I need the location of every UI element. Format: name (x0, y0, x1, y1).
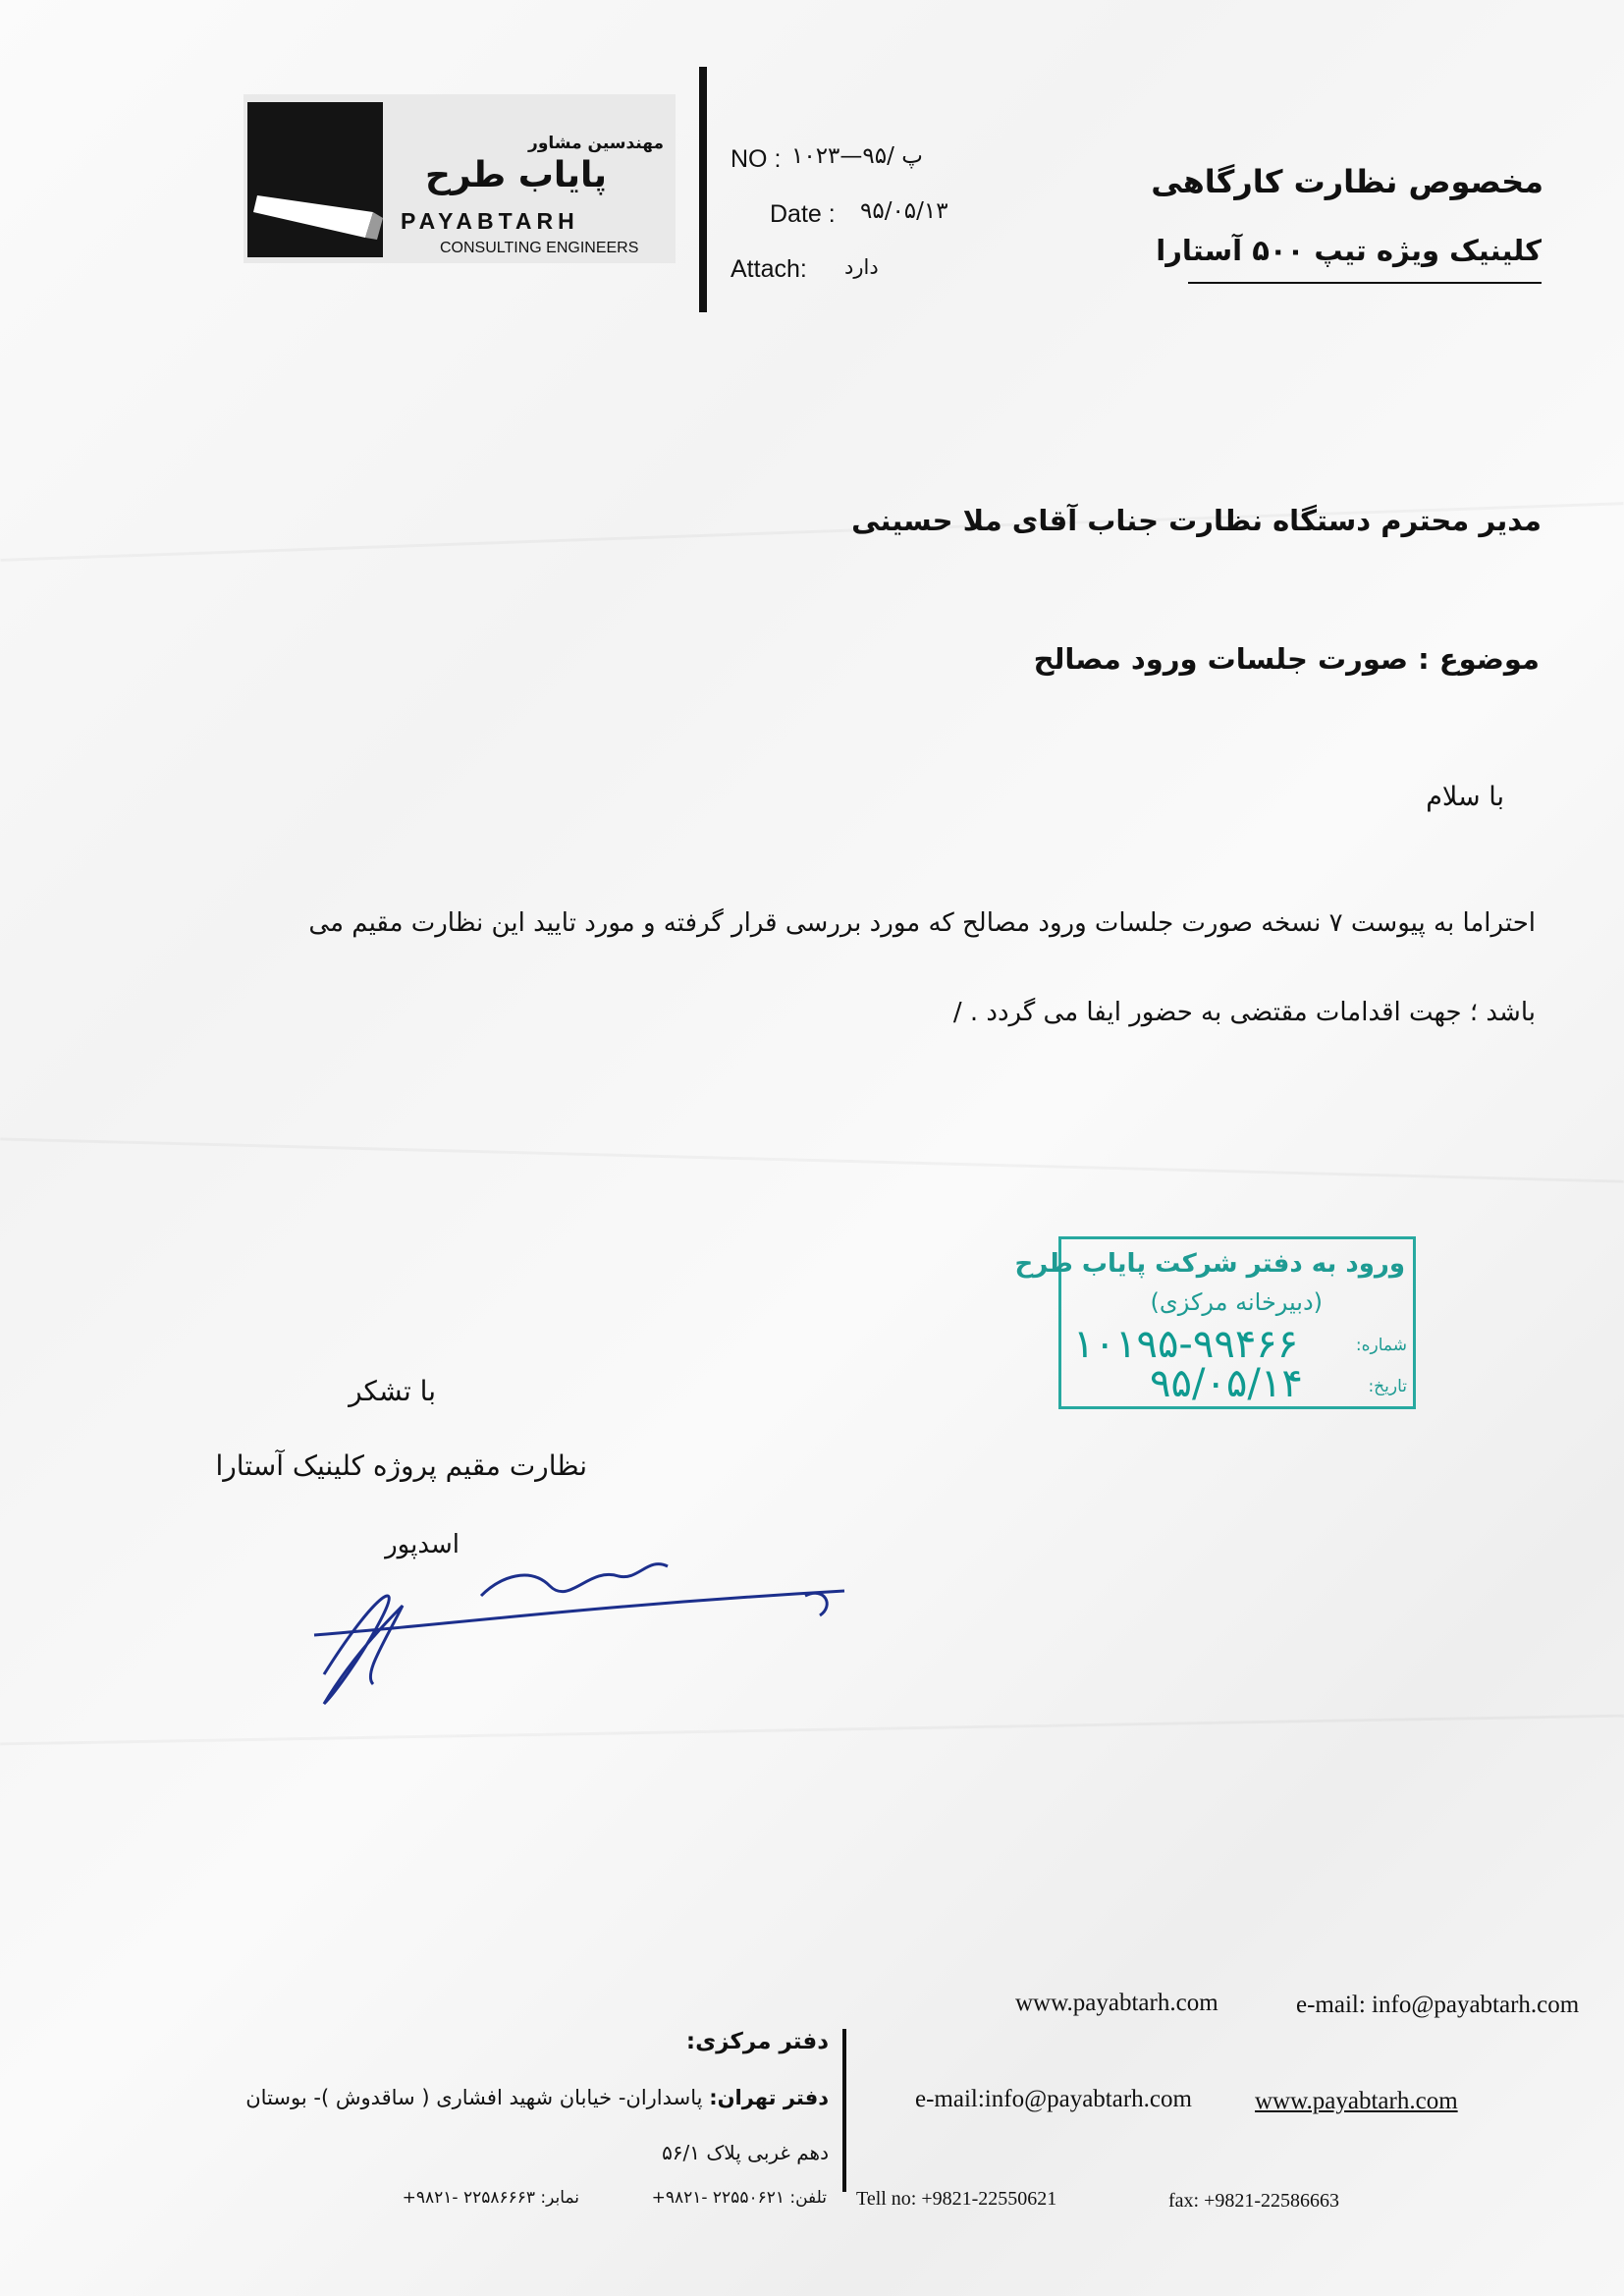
stamp-number-value: ۱۰۱۹۵-۹۹۴۶۶ (1073, 1322, 1299, 1367)
stamp-number-label: شماره: (1355, 1336, 1407, 1355)
header-subtitle: کلینیک ویژه تیپ ۵۰۰ آستارا (1156, 234, 1542, 267)
header-divider (699, 67, 707, 312)
logo-mark-icon (247, 102, 383, 257)
stamp-line-1: ورود به دفتر شرکت پایاب طرح (1014, 1249, 1405, 1279)
body-line-1: احتراما به پیوست ۷ نسخه صورت جلسات ورود مصالح که مورد بررسی قرار گرفته و مورد تایید این نظارت مقیم می (308, 908, 1536, 938)
footer-website-link[interactable]: www.payabtarh.com (1255, 2088, 1458, 2114)
footer-tehran-address-line2: دهم غربی پلاک ۵۶/۱ (662, 2141, 829, 2164)
logo-english-subtitle: CONSULTING ENGINEERS (440, 240, 639, 256)
company-logo (244, 94, 676, 263)
signer-name: اسدپور (385, 1530, 460, 1559)
handwritten-signature (295, 1537, 864, 1718)
footer-top-website[interactable]: www.payabtarh.com (1015, 1990, 1218, 2016)
closing-thanks: با تشکر (349, 1375, 436, 1407)
footer-fax-en: fax: +9821-22586663 (1168, 2190, 1340, 2212)
footer-tehran-address: پاسداران- خیابان شهید افشاری ( ساقدوش )- بوستان (245, 2086, 703, 2109)
ref-no-label: NO : (731, 145, 782, 173)
footer-tel-en: Tell no: +9821-22550621 (856, 2188, 1057, 2210)
footer-top-email[interactable]: e-mail: info@payabtarh.com (1296, 1992, 1580, 2018)
ref-date-label: Date : (770, 200, 836, 228)
stamp-date-value: ۹۵/۰۵/۱۴ (1150, 1361, 1303, 1406)
footer-tehran-label: دفتر تهران: (709, 2086, 829, 2109)
logo-english-name: PAYABTARH (401, 208, 579, 234)
footer-email[interactable]: e-mail:info@payabtarh.com (915, 2086, 1192, 2112)
ref-attach-value: دارد (844, 255, 879, 279)
header-subtitle-underline (1188, 282, 1542, 284)
footer-central-office: دفتر مرکزی: (685, 2029, 829, 2054)
paper-crease (0, 1715, 1624, 1746)
sender-name: نظارت مقیم پروژه کلینیک آستارا (215, 1449, 587, 1482)
footer-tel-fa: تلفن: ۲۲۵۵۰۶۲۱ -۹۸۲۱+ (651, 2188, 827, 2208)
receipt-stamp (1014, 1236, 1416, 1409)
footer-tehran-office (245, 2086, 829, 2109)
footer-fax-fa: نمابر: ۲۲۵۸۶۶۶۳ -۹۸۲۱+ (402, 2188, 579, 2208)
greeting: با سلام (1426, 782, 1504, 812)
addressee: مدیر محترم دستگاه نظارت جناب آقای ملا حسینی (851, 504, 1542, 537)
logo-persian-name: پایاب طرح (424, 155, 607, 195)
body-line-2: باشد ؛ جهت اقدامات مقتضی به حضور ایفا می گردد . / (952, 998, 1536, 1027)
paper-crease (0, 1137, 1624, 1182)
stamp-date-label: تاریخ: (1368, 1377, 1407, 1396)
subject: موضوع : صورت جلسات ورود مصالح (1033, 642, 1540, 676)
stamp-line-2: (دبیرخانه مرکزی) (1150, 1288, 1323, 1316)
ref-no-value: ۱۰۲۳—۹۵/ پ (791, 143, 923, 169)
logo-persian-subtitle: مهندسین مشاور (528, 134, 664, 153)
footer-divider (842, 2029, 846, 2192)
ref-date-value: ۹۵/۰۵/۱۳ (860, 198, 948, 224)
header-title: مخصوص نظارت کارگاهی (1151, 163, 1543, 200)
ref-attach-label: Attach: (731, 255, 807, 283)
